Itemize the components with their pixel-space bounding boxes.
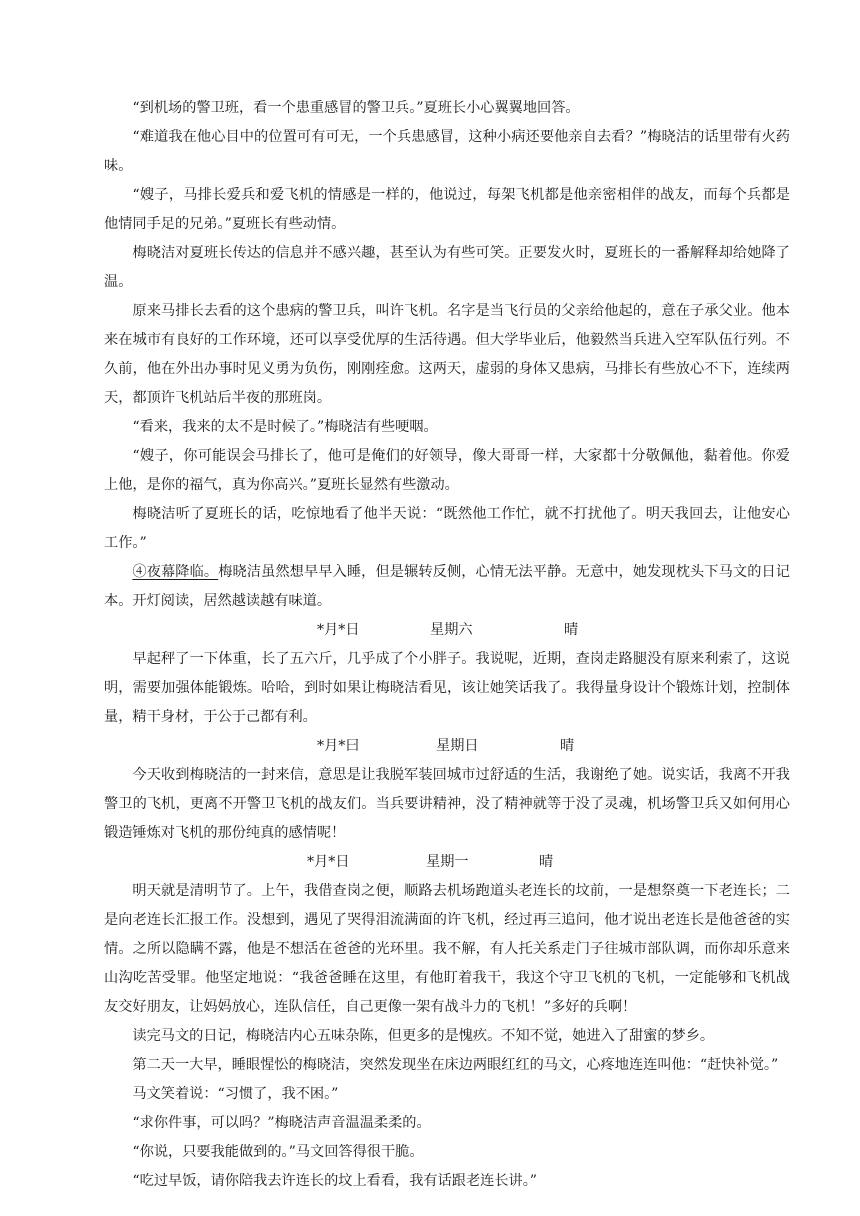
diary-entry-body: 早起秤了一下体重，长了五六斤，几乎成了个小胖子。我说呢，近期，查岗走路腿没有原来利索了，这说明，需要加强体能锻炼。哈哈，到时如果让梅晓洁看见，该让她笑话我了。我得量身设计个锻炼计划，控制体量，精干身材，于公于己都有利。: [104, 651, 790, 725]
diary-date: *月*日: [317, 622, 360, 638]
paragraph: 读完马文的日记，梅晓洁内心五味杂陈，但更多的是愧疚。不知不觉，她进入了甜蜜的梦乡。: [132, 1028, 715, 1044]
paragraph: “你说，只要我能做到的。”马文回答得很干脆。: [132, 1144, 424, 1160]
paragraph: 梅晓洁对夏班长传达的信息并不感兴趣，甚至认为有些可笑。正要发火时，夏班长的一番解释却给她降了温。: [104, 245, 790, 290]
paragraph: “到机场的警卫班，看一个患重感冒的警卫兵。”夏班长小心翼翼地回答。: [132, 100, 580, 116]
diary-date: *月*曰: [317, 738, 360, 754]
diary-weather: 晴: [560, 738, 575, 754]
diary-weekday: 星期六: [430, 622, 473, 638]
diary-weather: 晴: [539, 854, 554, 870]
paragraph: “看来，我来的太不是时候了。”梅晓洁有些哽咽。: [132, 419, 438, 435]
paragraph: “难道我在他心目中的位置可有可无，一个兵患感冒，这种小病还要他亲自去看？”梅晓洁的话里带有火药味。: [104, 129, 790, 174]
diary-entry-body: 明天就是清明节了。上午，我借查岗之便，顺路去机场跑道头老连长的坟前，一是想祭奠一下老连长；二是向老连长汇报工作。没想到，遇见了哭得泪流满面的许飞机，经过再三追问，他才说出老连长是他爸爸的实情。之所以隐瞒不露，他是不想活在爸爸的光环里。我不解，有人托关系走门子往城市部队调，而你却乐意来山沟吃苦受罪。他坚定地说：“我爸爸睡在这里，有他盯着我干，我这个守卫飞机的飞机，一定能够和飞机战友交好朋友，让妈妈放心，连队信任，自己更像一架有战斗力的飞机！”多好的兵啊！: [104, 883, 790, 1015]
paragraph: “吃过早饭，请你陪我去许连长的坟上看看，我有话跟老连长讲。”: [132, 1173, 538, 1189]
diary-entry-header: [104, 616, 790, 645]
diary-entry-body: 今天收到梅晓洁的一封来信，意思是让我脱军装回城市过舒适的生活，我谢绝了她。说实话，我离不开我警卫的飞机，更离不开警卫飞机的战友们。当兵要讲精神，没了精神就等于没了灵魂，机场警卫兵又如何用心锻造锤炼对飞机的那份纯真的感情呢！: [104, 767, 790, 841]
marked-paragraph-rest: 梅晓洁虽然想早早入睡，但是辗转反侧，心情无法平静。无意中，她发现枕头下马文的日记本。开灯阅读，居然越读越有味道。: [104, 564, 790, 609]
paragraph: “求你件事，可以吗？”梅晓洁声音温温柔柔的。: [132, 1115, 431, 1131]
diary-date: *月*日: [307, 854, 350, 870]
diary-weekday: 星期日: [436, 738, 479, 754]
diary-weekday: 星期一: [426, 854, 469, 870]
paragraph: 第二天一大早，睡眼惺忪的梅晓洁，突然发现坐在床边两眼红红的马文，心疼地连连叫他：“赶快补觉。”: [132, 1057, 779, 1073]
paragraph: 原来马排长去看的这个患病的警卫兵，叫许飞机。名字是当飞行员的父亲给他起的，意在子承父业。他本来在城市有良好的工作环境，还可以享受优厚的生活待遇。但大学毕业后，他毅然当兵进入空军队伍行列。不久前，他在外出办事时见义勇为负伤，刚刚痊愈。这两天，虚弱的身体又患病，马排长有些放心不下，连续两天，都顶许飞机站后半夜的那班岗。: [104, 303, 790, 406]
paragraph: “嫂子，你可能误会马排长了，他可是俺们的好领导，像大哥哥一样，大家都十分敬佩他，黏着他。你爱上他，是你的福气，真为你高兴。”夏班长显然有些激动。: [104, 448, 790, 493]
diary-entry-header: [104, 732, 790, 761]
paragraph: “嫂子，马排长爱兵和爱飞机的情感是一样的，他说过，每架飞机都是他亲密相伴的战友，而每个兵都是他情同手足的兄弟。”夏班长有些动情。: [104, 187, 790, 232]
paragraph: 马文笑着说：“习惯了，我不困。”: [132, 1086, 339, 1102]
diary-entry-header: [104, 848, 790, 877]
underlined-marker-text: ④夜幕降临。: [132, 564, 219, 580]
paragraph: 梅晓洁听了夏班长的话，吃惊地看了他半天说：“既然他工作忙，就不打扰他了。明天我回去，让他安心工作。”: [104, 506, 790, 551]
paragraph-marked: [104, 558, 790, 616]
story-text: [104, 94, 790, 1196]
diary-weather: 晴: [564, 622, 579, 638]
